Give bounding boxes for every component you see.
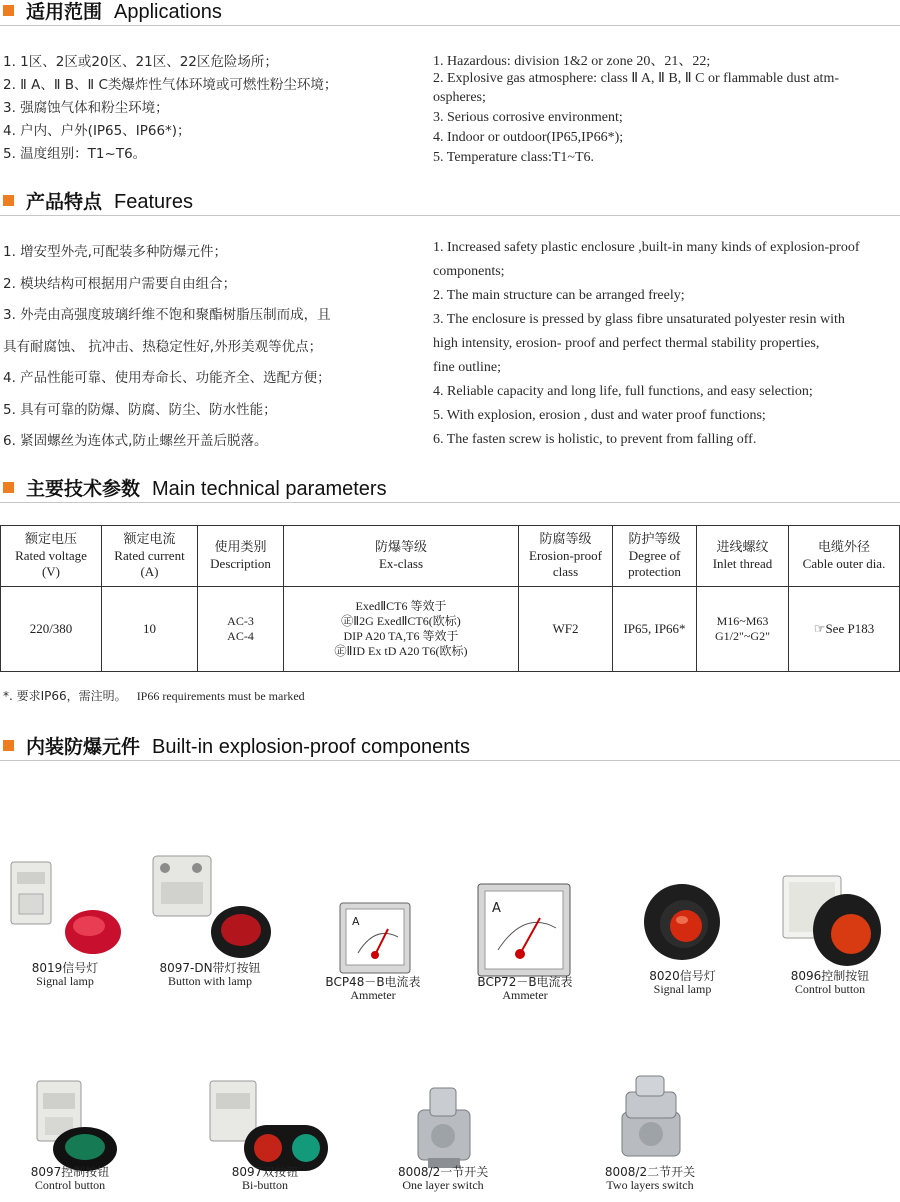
cell-line: AC-3 (227, 614, 254, 628)
list-line: 2. Explosive gas atmosphere: class Ⅱ A, Ⅱ B, Ⅱ C or flammable dust atm- (433, 71, 839, 86)
component-item (600, 1072, 720, 1202)
component-image (630, 872, 735, 972)
column-header-cn: 额定电压 (24, 532, 77, 547)
column-header-cn: 防爆等级 (374, 540, 427, 555)
component-name-cn: 8097双按钮 (231, 1165, 299, 1179)
column-header-en: class (552, 564, 579, 579)
list-line: 5. With explosion, erosion , dust and water proof functions; (433, 408, 766, 423)
column-header-en: (V) (41, 564, 61, 579)
column-header-en: Cable outer dia. (802, 556, 886, 571)
column-header-en: Erosion-proof (529, 548, 602, 563)
section-title-cn: 主要技术参数 (26, 478, 141, 500)
section-bullet (3, 5, 14, 16)
svg-text:A: A (492, 901, 501, 916)
component-image (200, 1075, 330, 1175)
list-line: components; (433, 264, 505, 279)
component-caption (775, 970, 885, 996)
section-features-header (0, 190, 900, 216)
component-image (145, 850, 275, 975)
column-header-cn: 防腐等级 (539, 532, 592, 547)
component-caption (15, 1166, 125, 1192)
component-image (470, 880, 580, 980)
cell-erosion: WF2 (519, 587, 613, 672)
column-header (789, 526, 900, 587)
list-line: 1. 1区、2区或20区、21区、22区危险场所； (3, 54, 278, 70)
column-header-cn: 使用类别 (214, 540, 267, 555)
list-line: 2. The main structure can be arranged freely; (433, 288, 685, 303)
component-caption (470, 976, 580, 1002)
component-name-cn: 8019信号灯 (31, 961, 99, 975)
column-header (1, 526, 102, 587)
component-caption (145, 962, 275, 988)
list-line: 5. Temperature class:T1~T6. (433, 150, 595, 165)
list-line: 4. 产品性能可靠、使用寿命长、功能齐全、选配方便； (3, 370, 331, 386)
list-line: 1. Hazardous: division 1&2 or zone 20、21、22; (433, 54, 711, 69)
component-name-en: Control button (34, 1178, 106, 1192)
component-item (15, 1075, 135, 1202)
list-line: 3. The enclosure is pressed by glass fibre unsaturated polyester resin with (433, 312, 845, 327)
section-bullet (3, 195, 14, 206)
component-caption (398, 1166, 488, 1192)
cell-ex-class (284, 587, 519, 672)
component-name-cn: BCP72－B电流表 (477, 975, 573, 989)
component-name-en: Control button (794, 982, 866, 996)
divider (0, 25, 900, 26)
section-title-en: Applications (114, 1, 222, 23)
column-header-en: Rated current (114, 548, 185, 563)
footnote (3, 687, 305, 704)
component-image (775, 868, 885, 978)
section-bullet (3, 482, 14, 493)
component-name-cn: 8097控制按钮 (30, 1165, 110, 1179)
list-line: 1. Increased safety plastic enclosure ,built-in many kinds of explosion-proof (433, 240, 860, 255)
column-header-cn: 额定电流 (123, 532, 176, 547)
column-header (697, 526, 789, 587)
list-line: 5. 具有可靠的防爆、防腐、防尘、防水性能； (3, 401, 277, 418)
component-item (318, 895, 438, 1012)
cell-line: ㊣Ⅱ2G ExedⅡCT6(欧标) (341, 614, 461, 628)
component-name-en: Two layers switch (606, 1178, 694, 1192)
cell-current: 10 (102, 587, 198, 672)
list-line: 3. 强腐蚀气体和粉尘环境； (3, 100, 169, 116)
column-header (519, 526, 613, 587)
component-item (398, 1080, 518, 1202)
column-header-en: protection (628, 564, 681, 579)
list-line: 1. 增安型外壳,可配装多种防爆元件； (3, 244, 227, 260)
column-header-cn: 进线螺纹 (716, 540, 769, 555)
component-name-en: Signal lamp (36, 974, 94, 988)
table-header-row (1, 526, 900, 587)
column-header (284, 526, 519, 587)
section-title-en: Main technical parameters (152, 478, 387, 500)
column-header-en: Ex-class (378, 556, 424, 571)
component-image (15, 1075, 125, 1175)
section-title-cn: 内装防爆元件 (26, 736, 141, 758)
cell-line: AC-4 (227, 629, 254, 643)
component-name-en: Bi-button (241, 1178, 288, 1192)
component-caption (600, 1166, 700, 1192)
divider (0, 760, 900, 761)
column-header (102, 526, 198, 587)
column-header-en: Rated voltage (15, 548, 87, 563)
cell-cable: ☞See P183 (789, 587, 900, 672)
footnote-cn: *. 要求IP66，需注明。 (3, 689, 127, 703)
section-components-header (0, 735, 900, 761)
component-caption (5, 962, 125, 988)
column-header-cn: 电缆外径 (817, 540, 870, 555)
list-line: 6. 紧固螺丝为连体式,防止螺丝开盖后脱落。 (3, 433, 268, 449)
component-image (600, 1072, 700, 1172)
component-name-en: Ammeter (502, 988, 548, 1002)
column-header-en: (A) (140, 564, 159, 579)
list-line: 3. 外壳由高强度玻璃纤维不饱和聚酯树脂压制而成，且 (3, 307, 331, 323)
list-line: 4. Indoor or outdoor(IP65,IP66*); (433, 130, 624, 145)
component-item (200, 1075, 330, 1202)
column-header-cn: 防护等级 (628, 532, 681, 547)
section-title-cn: 产品特点 (26, 191, 103, 213)
section-title-en: Built-in explosion-proof components (152, 736, 470, 758)
component-caption (318, 976, 428, 1002)
list-line: 4. Reliable capacity and long life, full functions, and easy selection; (433, 384, 813, 399)
parameters-table (0, 525, 900, 672)
component-image (5, 850, 125, 975)
cell-line: G1/2"~G2" (715, 629, 770, 643)
cell-line: ExedⅡCT6 等效于 (355, 599, 447, 613)
list-line: high intensity, erosion- proof and perfect thermal stability properties, (433, 336, 820, 351)
section-title-en: Features (114, 191, 193, 213)
section-bullet (3, 740, 14, 751)
column-header-en: Inlet thread (712, 556, 773, 571)
component-name-cn: 8008/2二节开关 (604, 1165, 696, 1179)
list-line: 4. 户内、户外(IP65、IP66*)； (3, 123, 191, 139)
column-header-en: Description (210, 556, 271, 571)
column-header (198, 526, 284, 587)
list-line: 3. Serious corrosive environment; (433, 110, 623, 125)
component-item (775, 868, 895, 1006)
component-name-en: One layer switch (402, 1178, 484, 1192)
cell-line: M16~M63 (716, 614, 769, 628)
component-image (398, 1080, 488, 1175)
component-item (5, 850, 125, 998)
cell-protection: IP65, IP66* (613, 587, 697, 672)
column-header-en: Degree of (628, 548, 681, 563)
component-name-en: Ammeter (350, 988, 396, 1002)
component-name-cn: BCP48－B电流表 (325, 975, 421, 989)
list-line: 5. 温度组别：T1~T6。 (3, 146, 147, 162)
cell-description (198, 587, 284, 672)
divider (0, 502, 900, 503)
component-name-en: Signal lamp (653, 982, 712, 996)
component-name-cn: 8097-DN带灯按钮 (159, 961, 261, 975)
footnote-en: IP66 requirements must be marked (136, 689, 305, 703)
list-line: fine outline; (433, 360, 502, 375)
list-line: 具有耐腐蚀、 抗冲击、热稳定性好,外形美观等优点； (3, 338, 323, 355)
list-line: 2. Ⅱ A、Ⅱ B、Ⅱ C类爆炸性气体环境或可燃性粉尘环境； (3, 77, 338, 93)
cell-line: DIP A20 TA,T6 等效于 (343, 629, 459, 643)
column-header (613, 526, 697, 587)
section-title-cn: 适用范围 (26, 1, 103, 23)
section-params-header (0, 477, 900, 503)
divider (0, 215, 900, 216)
list-line: ospheres; (433, 90, 486, 105)
list-line: 2. 模块结构可根据用户需要自由组合； (3, 275, 237, 292)
list-line: 6. The fasten screw is holistic, to prevent from falling off. (433, 432, 757, 447)
component-name-cn: 8096控制按钮 (790, 969, 870, 983)
section-applications-header (0, 0, 900, 26)
component-image (318, 895, 428, 980)
cell-voltage: 220/380 (1, 587, 102, 672)
cell-line: ㊣ⅡID Ex tD A20 T6(欧标) (334, 644, 468, 658)
component-name-cn: 8008/2一节开关 (398, 1165, 489, 1179)
component-item (145, 850, 275, 998)
component-name-en: Button with lamp (168, 974, 252, 988)
svg-text:A: A (352, 915, 360, 928)
component-name-cn: 8020信号灯 (649, 969, 716, 983)
cell-inlet (697, 587, 789, 672)
component-item (630, 872, 750, 1006)
component-item (470, 880, 590, 1012)
table-row (1, 587, 900, 672)
component-caption (630, 970, 735, 996)
component-caption (200, 1166, 330, 1192)
